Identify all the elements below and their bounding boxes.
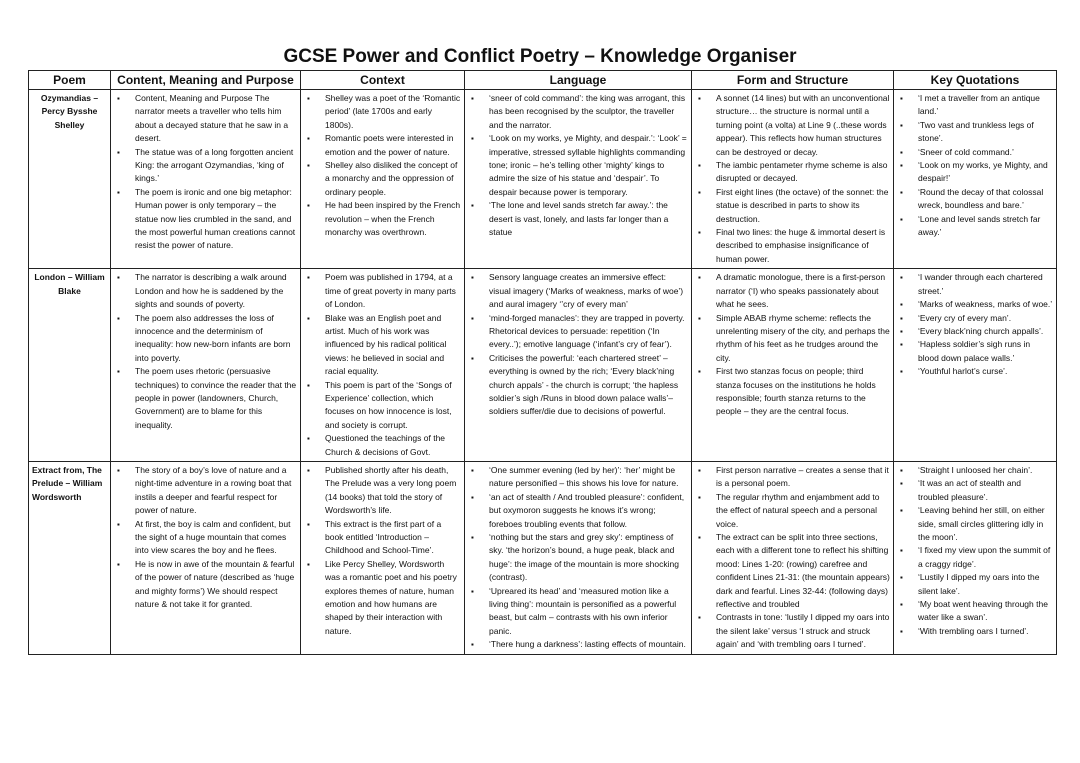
column-header-language: Language: [465, 71, 692, 90]
list-item: ▪ First eight lines (the octave) of the sonnet: the statue is described in parts to show its destruction.: [695, 186, 890, 226]
form-cell: [692, 461, 894, 654]
content-cell: [111, 90, 301, 269]
poem-title-cell: Extract from, The Prelude – William Wordsworth: [29, 461, 111, 654]
list-item: ▪ The poem uses rhetoric (persuasive techniques) to convince the reader that the people in power (landowners, Church, Government) are to blame for this inequality.: [114, 365, 297, 432]
column-header-quotations: Key Quotations: [894, 71, 1057, 90]
list-item: ▪ ‘Hapless soldier’s sigh runs in blood down palace walls.’: [897, 338, 1053, 365]
quotations-cell: [894, 461, 1057, 654]
list-item: ▪ ‘sneer of cold command’: the king was arrogant, this has been recognised by the sculptor, the traveller and the narrator.: [468, 92, 688, 132]
page-title: GCSE Power and Conflict Poetry – Knowledge Organiser: [283, 46, 797, 67]
list-item: ▪ ‘Look on my works, ye Mighty, and despair!’: [897, 159, 1053, 186]
list-item: ▪ ‘Marks of weakness, marks of woe.’: [897, 298, 1053, 311]
list-item: ▪ He had been inspired by the French revolution – when the French monarchy was overthrown.: [304, 199, 461, 239]
list-item: ▪ First two stanzas focus on people; third stanza focuses on the institutions he holds responsible; fourth stanza returns to the people – they are the central focus.: [695, 365, 890, 419]
list-item: ▪ He is now in awe of the mountain & fearful of the power of nature (described as ‘huge and mighty forms’) We should respect nature & not take it for granted.: [114, 558, 297, 612]
list-item: ▪ ‘I met a traveller from an antique land.’: [897, 92, 1053, 119]
list-item: ▪ ‘Round the decay of that colossal wreck, boundless and bare.’: [897, 186, 1053, 213]
list-item: ▪ ‘Leaving behind her still, on either side, small circles glittering idly in the moon’.: [897, 504, 1053, 544]
list-item: ▪ The statue was of a long forgotten ancient King: the arrogant Ozymandias, ‘king of kings.’: [114, 146, 297, 186]
list-item: ▪ ‘Every black’ning church appalls’.: [897, 325, 1053, 338]
list-item: ▪ ‘Straight I unloosed her chain’.: [897, 464, 1053, 477]
list-item: ▪ A dramatic monologue, there is a first-person narrator (‘I) who speaks passionately about what he sees.: [695, 271, 890, 311]
list-item: ▪ This extract is the first part of a book entitled ‘Introduction – Childhood and School-Time’.: [304, 518, 461, 558]
list-item: ▪ Poem was published in 1794, at a time of great poverty in many parts of London.: [304, 271, 461, 311]
list-item: ▪ ‘It was an act of stealth and troubled pleasure’.: [897, 477, 1053, 504]
list-item: ▪ The poem also addresses the loss of innocence and the determinism of inequality: how new-born infants are born into poverty.: [114, 312, 297, 366]
list-item: ▪ Blake was an English poet and artist. Much of his work was influenced by his radical political views: he believed in social and racial equality.: [304, 312, 461, 379]
list-item: ▪ Final two lines: the huge & immortal desert is described to emphasise insignificance of human power.: [695, 226, 890, 266]
list-item: ▪ Content, Meaning and Purpose The narrator meets a traveller who tells him about a decayed stature that he saw in a desert.: [114, 92, 297, 146]
table-row: [29, 269, 1057, 462]
list-item: ▪ The extract can be split into three sections, each with a different tone to reflect his shifting mood: Lines 1-20: (rowing) carefree and confident Lines 21-31: (the mountain appears) dark and fearful. Lines 32-44: (following days) reflective and troubled: [695, 531, 890, 611]
list-item: ▪ ‘Two vast and trunkless legs of stone’.: [897, 119, 1053, 146]
list-item: ▪ Shelley also disliked the concept of a monarchy and the oppression of ordinary people.: [304, 159, 461, 199]
context-cell: [301, 461, 465, 654]
list-item: ▪ Contrasts in tone: ‘lustily I dipped my oars into the silent lake’ versus ‘I struck and struck again’ and ‘with trembling oars I turned’.: [695, 611, 890, 651]
list-item: ▪ ‘I wander through each chartered street.’: [897, 271, 1053, 298]
list-item: ▪ The poem is ironic and one big metaphor: Human power is only temporary – the statue now lies crumbled in the sand, and the most powerful human creations cannot resist the power of nature.: [114, 186, 297, 253]
list-item: ▪ ‘The lone and level sands stretch far away.’: the desert is vast, lonely, and lasts far longer than a statue: [468, 199, 688, 239]
poem-title-cell: Ozymandias – Percy Bysshe Shelley: [29, 90, 111, 269]
list-item: ▪ First person narrative – creates a sense that it is a personal poem.: [695, 464, 890, 491]
list-item: ▪ Like Percy Shelley, Wordsworth was a romantic poet and his poetry explores themes of nature, human emotion and how humans are shaped by their interaction with nature.: [304, 558, 461, 638]
table-row: [29, 90, 1057, 269]
list-item: ▪ ‘One summer evening (led by her)’: ‘her’ might be nature personified – this shows his love for nature.: [468, 464, 688, 491]
list-item: ▪ At first, the boy is calm and confident, but the sight of a huge mountain that comes into view scares the boy and he flees.: [114, 518, 297, 558]
list-item: ▪ ‘Lone and level sands stretch far away.’: [897, 213, 1053, 240]
list-item: ▪ The regular rhythm and enjambment add to the effect of natural speech and a personal voice.: [695, 491, 890, 531]
language-cell: [465, 461, 692, 654]
list-item: ▪ Published shortly after his death, The Prelude was a very long poem (14 books) that told the story of Wordsworth’s life.: [304, 464, 461, 518]
list-item: ▪ ‘Look on my works, ye Mighty, and despair.’: ‘Look’ = imperative, stressed syllable highlights commanding tone; ironic – he’s telling other ‘mighty’ kings to admire the size of his statue and ‘despair’. To despair because power is temporary.: [468, 132, 688, 199]
list-item: ▪ The story of a boy’s love of nature and a night-time adventure in a rowing boat that instils a deeper and fearful respect for power of nature.: [114, 464, 297, 518]
list-item: ▪ ‘Upreared its head’ and ‘measured motion like a living thing’: mountain is personified as a powerful beast, but calm – contrasts with his own inferior panic.: [468, 585, 688, 639]
content-cell: [111, 461, 301, 654]
list-item: ▪ ‘Sneer of cold command.’: [897, 146, 1053, 159]
column-header-poem: Poem: [29, 71, 111, 90]
form-cell: [692, 90, 894, 269]
list-item: ▪ Simple ABAB rhyme scheme: reflects the unrelenting misery of the city, and perhaps the rhythm of his feet as he trudges around the city.: [695, 312, 890, 366]
poem-title-cell: London – William Blake: [29, 269, 111, 462]
list-item: ▪ Shelley was a poet of the ‘Romantic period’ (late 1700s and early 1800s).: [304, 92, 461, 132]
column-header-context: Context: [301, 71, 465, 90]
list-item: ▪ ‘Lustily I dipped my oars into the silent lake’.: [897, 571, 1053, 598]
column-header-form: Form and Structure: [692, 71, 894, 90]
language-cell: [465, 90, 692, 269]
context-cell: [301, 269, 465, 462]
context-cell: [301, 90, 465, 269]
knowledge-organiser-table: [28, 70, 1057, 655]
list-item: ▪ Questioned the teachings of the Church & decisions of Govt.: [304, 432, 461, 459]
list-item: ▪ A sonnet (14 lines) but with an unconventional structure… the structure is normal until a turning point (a volta) at Line 9 (..these words appear). This reflects how human structures can be destroyed or decay.: [695, 92, 890, 159]
table-header-row: [29, 71, 1057, 90]
list-item: ▪ ‘Every cry of every man’.: [897, 312, 1053, 325]
list-item: ▪ Romantic poets were interested in emotion and the power of nature.: [304, 132, 461, 159]
table-row: [29, 461, 1057, 654]
list-item: ▪ ‘nothing but the stars and grey sky’: emptiness of sky. ‘the horizon’s bound, a huge peak, black and huge’: the image of the mountain is more shocking (contrast).: [468, 531, 688, 585]
content-cell: [111, 269, 301, 462]
column-header-content: Content, Meaning and Purpose: [111, 71, 301, 90]
list-item: ▪ ‘There hung a darkness’: lasting effects of mountain.: [468, 638, 688, 651]
list-item: ▪ Criticises the powerful: ‘each chartered street’ – everything is owned by the rich; ‘Every black’ning church appals’ - the church is corrupt; ‘the hapless soldier’s sigh /Runs in blood down palace walls’–soldiers suffer/die due to decisions of powerful.: [468, 352, 688, 419]
list-item: ▪ This poem is part of the ‘Songs of Experience’ collection, which focuses on how innocence is lost, and society is corrupt.: [304, 379, 461, 433]
list-item: ▪ ‘I fixed my view upon the summit of a craggy ridge’.: [897, 544, 1053, 571]
list-item: ▪ The iambic pentameter rhyme scheme is also disrupted or decayed.: [695, 159, 890, 186]
list-item: ▪ ‘Youthful harlot’s curse’.: [897, 365, 1053, 378]
list-item: ▪ ‘With trembling oars I turned’.: [897, 625, 1053, 638]
list-item: ▪ Sensory language creates an immersive effect: visual imagery (‘Marks of weakness, marks of woe’) and aural imagery ‘’cry of every man’: [468, 271, 688, 311]
list-item: ▪ ‘My boat went heaving through the water like a swan’.: [897, 598, 1053, 625]
language-cell: [465, 269, 692, 462]
list-item: ▪ The narrator is describing a walk around London and how he is saddened by the sights and sounds of poverty.: [114, 271, 297, 311]
quotations-cell: [894, 90, 1057, 269]
list-item: ▪ ‘an act of stealth / And troubled pleasure’: confident, but oxymoron suggests he knows it’s wrong; foreboes troubling events that follow.: [468, 491, 688, 531]
form-cell: [692, 269, 894, 462]
quotations-cell: [894, 269, 1057, 462]
list-item: ▪ ‘mind-forged manacles’: they are trapped in poverty. Rhetorical devices to persuade: repetition (‘In every..’); emotive language (‘infant’s cry of fear’).: [468, 312, 688, 352]
